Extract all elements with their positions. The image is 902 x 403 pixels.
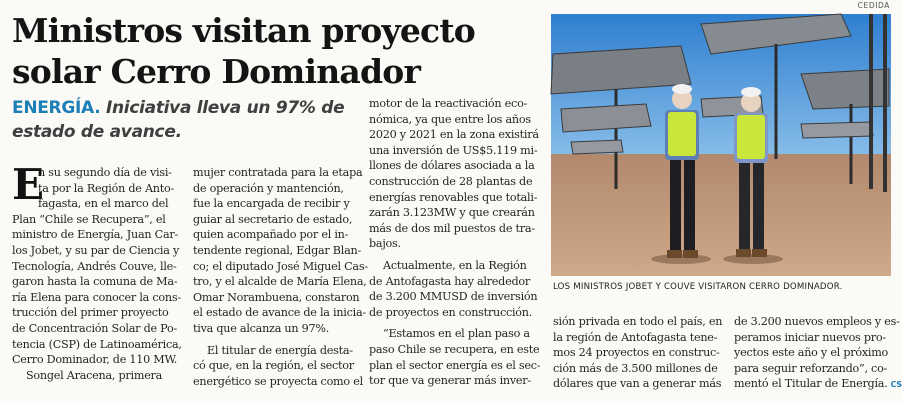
desert-ground [551,154,891,276]
text-line: el estado de avance de la inicia- [193,306,366,320]
text-line: construcción de 28 plantas de [369,174,533,188]
text-line: llones de dólares asociada a la [369,159,535,173]
solar-plant-photo [551,14,891,276]
text-line: plan el sector energía es el sec- [369,358,541,372]
headline-line-2: solar Cerro Dominador [12,52,421,91]
body-column-4 [553,314,723,392]
text-line: fue la encargada de recibir y [193,197,350,211]
body-column-1 [12,160,187,383]
text-line: mos 24 proyectos en construc- [553,346,720,360]
text-line: trucción del primer proyecto [12,306,169,320]
text-line: de Concentración Solar de Po- [12,321,178,335]
text-line: de Antofagasta hay alrededor [369,274,530,288]
text-line: energías renovables que totali- [369,190,538,204]
text-line: fagasta, en el marco del [38,197,169,211]
text-line: más de dos mil puestos de tra- [369,221,535,235]
text-line: la región de Antofagasta tene- [553,330,718,344]
text-line-last [734,376,902,393]
text-line: motor de la reactivación eco- [369,97,528,110]
text-line: sión privada en todo el país, en [553,315,723,328]
text-line: yectos este año y el próximo [734,346,889,360]
text-line: dólares que van a generar más [553,377,722,391]
text-line: ción más de 3.500 millones de [553,361,718,375]
text-line: guiar al secretario de estado, [193,212,353,226]
text-line: ría Elena para conocer la cons- [12,290,181,304]
kicker [12,96,352,144]
end-mark-icon: CS [890,380,902,390]
text-line: co; el diputado José Miguel Cas- [193,259,368,273]
text-line: peramos iniciar nuevos pro- [734,330,886,344]
text-line: de proyectos en construcción. [369,305,533,319]
text-line: n su segundo día de visi- [38,166,172,179]
kicker-text-1: Iniciativa lleva un 97% de [105,98,345,118]
headline-line-1: Ministros visitan proyecto [12,11,476,50]
text-line: quien acompañado por el in- [193,228,349,242]
text-line: “Estamos en el plan paso a [383,327,530,341]
text-line: Tecnología, Andrés Couve, lle- [12,259,177,273]
text-line: una inversión de US$5.119 mi- [369,143,538,157]
text-line: Actualmente, en la Región [383,258,527,272]
text-line: ta por la Región de Anto- [38,181,174,195]
text-line: tor que va generar más inver- [369,374,531,388]
closing-text: mentó el Titular de Energía. [734,377,888,391]
text-line: Cerro Dominador, de 110 MW. [12,353,178,367]
text-line: tro, y el alcalde de María Elena, [193,275,367,289]
text-line: para seguir reforzando”, co- [734,361,888,375]
text-line: paso Chile se recupera, en este [369,342,540,356]
headline [12,10,532,92]
text-line: 2020 y 2021 en la zona existirá [369,128,539,142]
text-line: nómica, ya que entre los años [369,112,531,126]
section-label: ENERGÍA. [12,98,101,118]
drop-cap: E [12,160,44,209]
text-line: los Jobet, y su par de Ciencia y [12,243,180,257]
text-line: de 3.200 nuevos empleos y es- [734,315,900,328]
text-line: El titular de energía desta- [207,343,353,357]
text-line: zarán 3.123MW y que crearán [369,206,535,220]
text-line: có que, en la región, el sector [193,359,354,373]
text-line: Omar Norambuena, constaron [193,290,360,304]
text-line: de operación y mantención, [193,181,344,195]
photo-illustration [551,14,891,276]
text-line: de 3.200 MMUSD de inversión [369,290,538,304]
text-line: ministro de Energía, Juan Car- [12,228,179,242]
body-column-2 [193,165,368,389]
text-line: garon hasta la comuna de Ma- [12,275,178,289]
text-line: energético se proyecta como el [193,374,363,388]
kicker-line-2: estado de avance. [12,122,182,142]
text-line: tiva que alcanza un 97%. [193,321,330,335]
text-line: Songel Aracena, primera [26,368,163,382]
photo-credit: CEDIDA [857,1,890,10]
text-line: tencia (CSP) de Latinoamérica, [12,337,182,351]
photo-caption: LOS MINISTROS JOBET Y COUVE VISITARON CERRO DOMINADOR. [553,282,843,292]
kicker-line-1 [12,96,352,120]
text-line: bajos. [369,237,401,251]
text-line: Plan “Chile se Recupera”, el [12,212,166,226]
text-line: tendente regional, Edgar Blan- [193,243,362,257]
text-line: mujer contratada para la etapa [193,166,363,179]
body-column-5 [734,314,902,393]
body-column-3 [369,96,541,389]
